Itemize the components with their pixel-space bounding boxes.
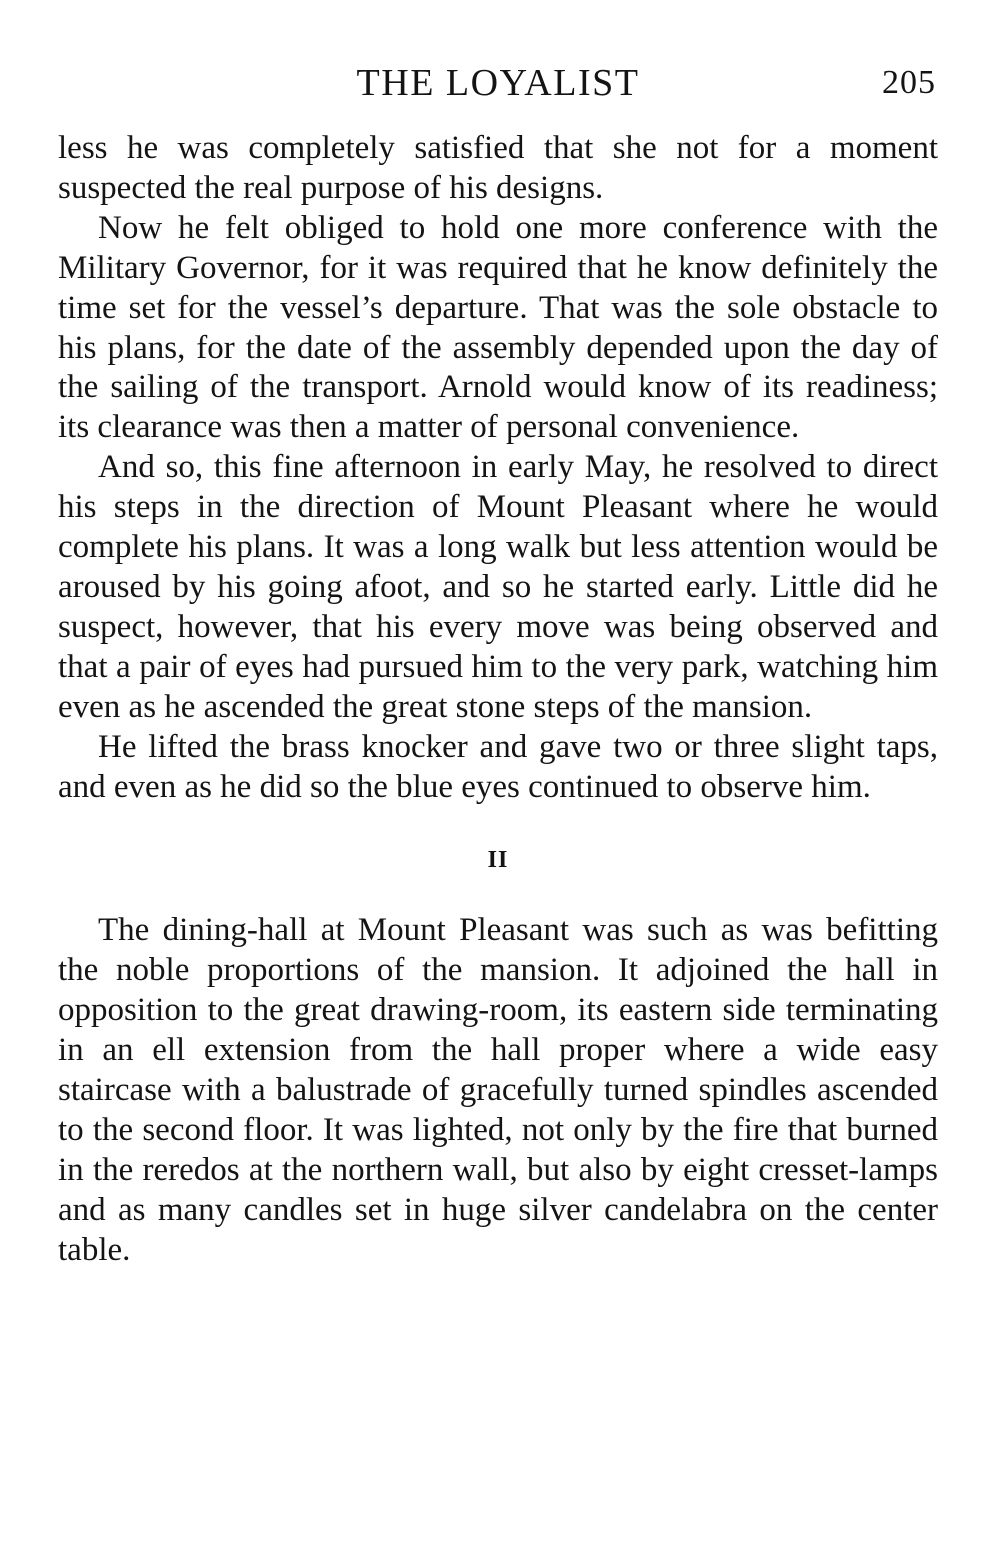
paragraph: Now he felt obliged to hold one more conference with the Military Governor, for it was required that he know definitely the time set for the vessel’s departure. That was the sole obstacle to his plans, for the date of the assembly depended upon the day of the sailing of the transport. Arnold would know of its readiness; its clearance was then a matter of personal convenience. (58, 209, 938, 446)
section-number: II (487, 847, 509, 874)
paragraph: He lifted the brass knocker and gave two or three slight taps, and even as he did so the blue eyes continued to observe him. (58, 728, 938, 805)
paragraph: And so, this fine afternoon in early May, he resolved to direct his steps in the direction of Mount Pleasant where he would complete his plans. It was a long walk but less attention would be aroused by his going afoot, and so he started early. Little did he suspect, however, that his every move was being observed and that a pair of eyes had pursued him to the very park, watching him even as he ascended the great stone steps of the mansion. (58, 449, 938, 725)
page-number: 205 (882, 64, 936, 101)
book-page (58, 58, 938, 1271)
paragraph-continued: less he was completely satisfied that she not for a moment suspected the real purpose of his designs. (58, 130, 938, 206)
body-text (58, 129, 938, 1271)
paragraph: The dining-hall at Mount Pleasant was such as was befitting the noble proportions of the mansion. It adjoined the hall in opposition to the great drawing-room, its eastern side terminating in an ell extension from the hall proper where a wide easy staircase with a balustrade of gracefully turned spindles ascended to the second floor. It was lighted, not only by the fire that burned in the reredos at the northern wall, but also by eight cresset-lamps and as many candles set in huge silver candelabra on the center table. (58, 912, 938, 1268)
page-header (58, 58, 938, 108)
running-title: THE LOYALIST (356, 62, 640, 104)
